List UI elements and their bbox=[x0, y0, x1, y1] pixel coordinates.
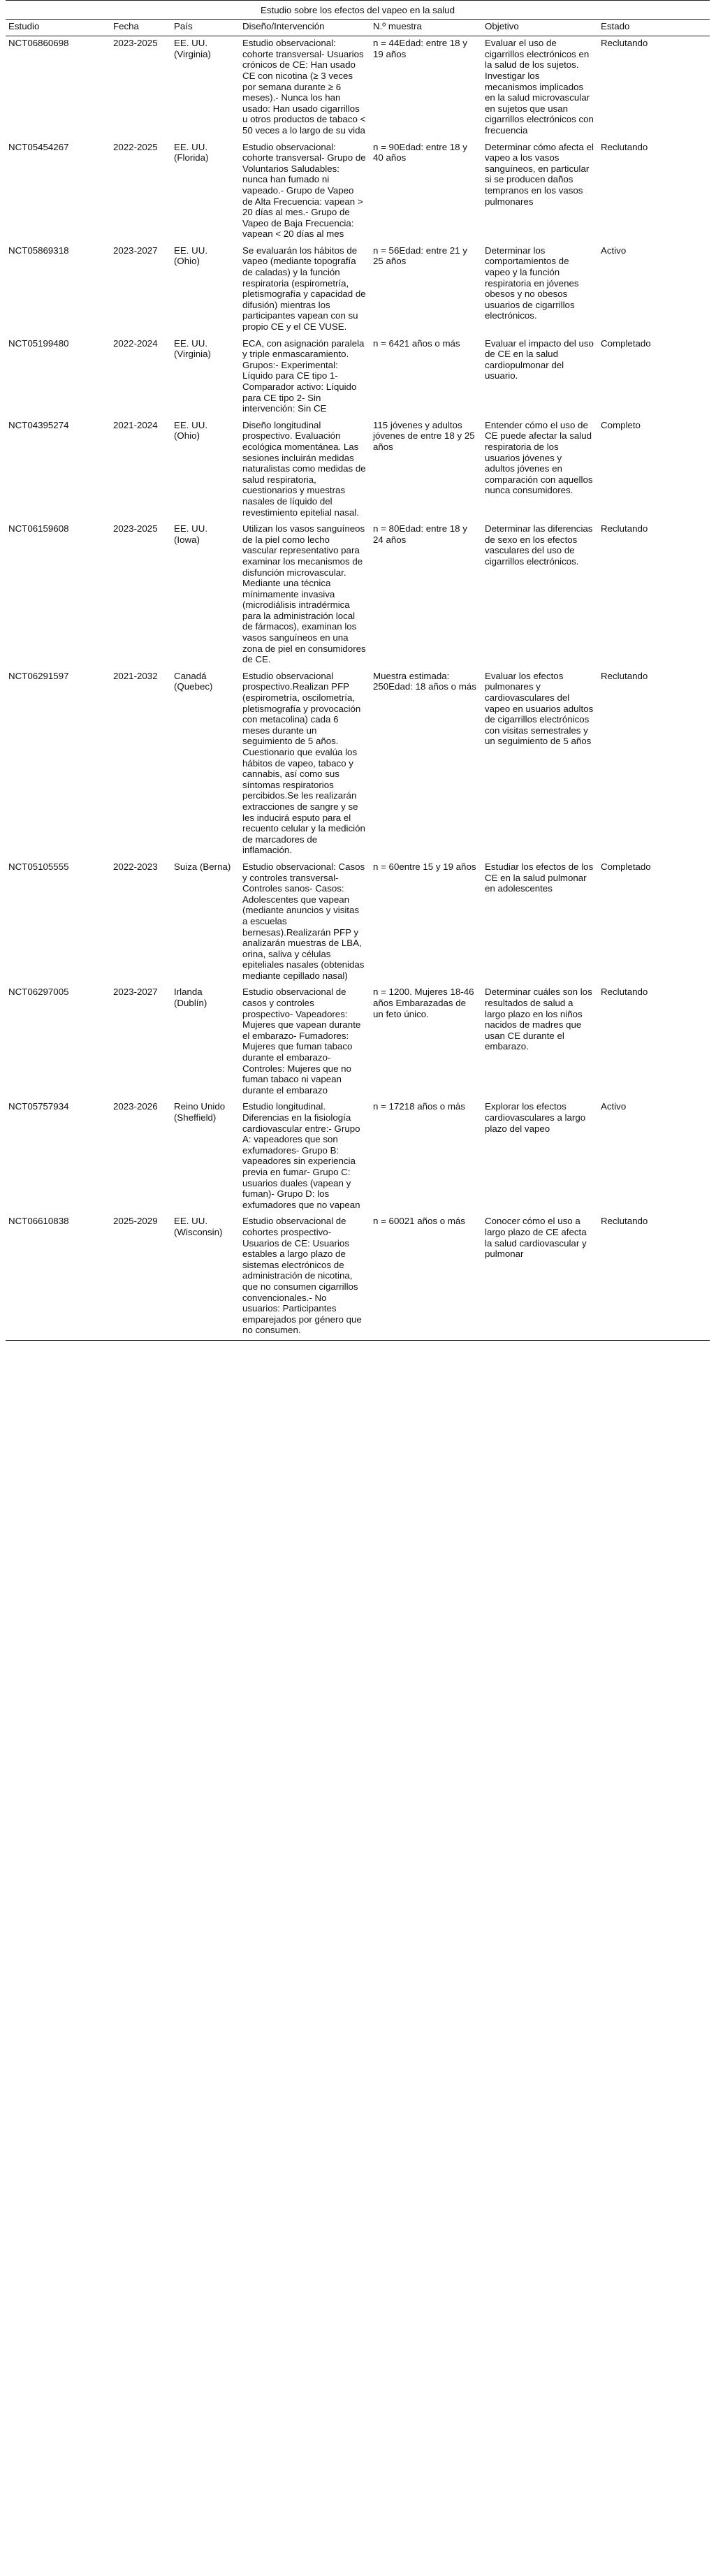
cell-diseno: Utilizan los vasos sanguíneos de la piel como lecho vascular representativo para examinar los mecanismos de disfunción microvascular. Mediante una técnica mínimamente invasiva (microdiálisis intradérmica para la administración local de fármacos), examinan los vasos sanguíneos en una zona de piel en consumidores de CE. bbox=[242, 523, 366, 665]
cell-estudio: NCT06297005 bbox=[8, 987, 69, 998]
cell-pais: Irlanda (Dublín) bbox=[174, 987, 207, 1009]
cell-estado: Reclutando bbox=[598, 1214, 710, 1340]
cell-fecha: 2023-2027 bbox=[113, 987, 158, 998]
cell-estado: Completado bbox=[601, 861, 651, 872]
cell-objetivo: Evaluar los efectos pulmonares y cardiovasculares del vapeo en usuarios adultos de cigarrillos electrónicos con visitas semestrales y un seguimiento de 5 años bbox=[485, 670, 594, 747]
cell-pais: Canadá (Quebec) bbox=[174, 670, 213, 692]
cell-fecha: 2025-2029 bbox=[110, 1214, 171, 1340]
cell-diseno: Estudio observacional: cohorte transversal- Grupo de Voluntarios Saludables: nunca han fumado ni vapeado.- Grupo de Vapeo de Alta Frecuencia: vapean > 20 días al mes.- Grupo de Vapeo de Baja Frecuencia: vapean < 20 días al mes bbox=[242, 141, 366, 240]
table-header bbox=[6, 20, 710, 36]
cell-fecha: 2021-2032 bbox=[113, 670, 158, 681]
cell-objetivo: Conocer cómo el uso a largo plazo de CE afecta la salud cardiovascular y pulmonar bbox=[482, 1214, 598, 1340]
cell-diseno: Estudio observacional de cohortes prospectivo- Usuarios de CE: Usuarios estables a largo plazo de sistemas electrónicos de administración de nicotina, que no consumen cigarrillos convencionales.- No usuarios: Participantes emparejados por género que no consumen. bbox=[240, 1214, 370, 1340]
cell-estudio: NCT06291597 bbox=[8, 670, 69, 681]
cell-pais: Reino Unido (Sheffield) bbox=[174, 1101, 226, 1123]
cell-diseno: Diseño longitudinal prospectivo. Evaluación ecológica momentánea. Las sesiones incluirán medidas naturalistas como medidas de salud respiratoria, cuestionarios y muestras nasales de líquido del revestimiento epitelial nasal. bbox=[242, 419, 366, 518]
cell-estado: Activo bbox=[601, 245, 627, 256]
cell-estado: Activo bbox=[601, 1101, 627, 1112]
cell-estudio: NCT05199480 bbox=[8, 337, 69, 349]
cell-diseno: Se evaluarán los hábitos de vapeo (mediante topografía de caladas) y la función respiratoria (espirometría, pletismografía y capacidad de difusión) mientras los participantes vapean con su propio CE y el CE VUSE. bbox=[242, 245, 366, 333]
cell-muestra: n = 56Edad: entre 21 y 25 años bbox=[373, 245, 467, 267]
cell-estado: Reclutando bbox=[601, 523, 648, 534]
cell-muestra: 115 jóvenes y adultos jóvenes de entre 18 y 25 años bbox=[373, 419, 475, 452]
cell-muestra: n = 90Edad: entre 18 y 40 años bbox=[373, 141, 467, 163]
cell-pais: EE. UU. (Ohio) bbox=[174, 245, 208, 267]
cell-objetivo: Evaluar el impacto del uso de CE en la salud cardiopulmonar del usuario. bbox=[485, 337, 594, 381]
cell-estado: Reclutando bbox=[601, 987, 648, 998]
cell-estado: Completo bbox=[601, 419, 641, 430]
cell-estado: Completado bbox=[601, 337, 651, 349]
cell-estudio: NCT04395274 bbox=[8, 419, 69, 430]
cell-fecha: 2023-2025 bbox=[113, 523, 158, 534]
cell-objetivo: Evaluar el uso de cigarrillos electrónicos en la salud de los sujetos. Investigar los mecanismos implicados en la salud microvascular en sujetos que usan cigarrillos electrónicos con frecuencia bbox=[485, 38, 594, 136]
cell-muestra: n = 80Edad: entre 18 y 24 años bbox=[373, 523, 467, 545]
table-row bbox=[6, 419, 710, 522]
cell-estudio: NCT05757934 bbox=[8, 1101, 69, 1112]
table-row bbox=[6, 522, 710, 669]
cell-objetivo: Determinar las diferencias de sexo en los efectos vasculares del uso de cigarrillos electrónicos. bbox=[485, 523, 593, 567]
cell-diseno: ECA, con asignación paralela y triple enmascaramiento. Grupos:- Experimental: Líquido para CE tipo 1- Comparador activo: Líquido para CE tipo 2- Sin intervención: Sin CE bbox=[242, 337, 365, 414]
table-row bbox=[6, 337, 710, 419]
cell-estudio: NCT06159608 bbox=[8, 523, 69, 534]
cell-estado: Reclutando bbox=[601, 38, 648, 49]
cell-muestra: n = 60entre 15 y 19 años bbox=[373, 861, 476, 872]
cell-fecha: 2021-2024 bbox=[113, 419, 158, 430]
header-diseno: Diseño/Intervención bbox=[240, 20, 370, 36]
cell-objetivo: Determinar los comportamientos de vapeo y la función respiratoria en jóvenes obesos y no obesos usuarios de cigarrillos electrónicos. bbox=[485, 245, 579, 321]
table-row bbox=[6, 140, 710, 244]
table-row bbox=[6, 985, 710, 1100]
cell-diseno: Estudio observacional prospectivo.Realizan PFP (espirometría, oscilometría, pletismografía y provocación con metacolina) cada 6 meses durante un seguimiento de 5 años. Cuestionario que evalúa los hábitos de vapeo, tabaco y cannabis, así como sus síntomas respiratorios percibidos.Se les realizarán extracciones de sangre y se les inducirá esputo para el recuento celular y la medición de marcadores de inflamación. bbox=[242, 670, 365, 856]
cell-fecha: 2023-2027 bbox=[113, 245, 158, 256]
cell-fecha: 2022-2024 bbox=[113, 337, 158, 349]
cell-fecha: 2023-2025 bbox=[113, 38, 158, 49]
cell-estudio: NCT06860698 bbox=[8, 38, 69, 49]
cell-fecha: 2022-2023 bbox=[113, 861, 158, 872]
header-muestra: N.º muestra bbox=[370, 20, 482, 36]
cell-muestra: n = 6421 años o más bbox=[373, 337, 460, 349]
cell-estudio: NCT06610838 bbox=[6, 1214, 110, 1340]
cell-pais: EE. UU. (Ohio) bbox=[174, 419, 208, 442]
cell-diseno: Estudio observacional: cohorte transversal- Usuarios crónicos de CE: Han usado CE con nicotina (≥ 3 veces por semana durante ≥ 6 meses).- Nunca los han usado: Han usado cigarrillos u otros productos de tabaco < 50 veces a lo largo de su vida bbox=[242, 38, 366, 136]
table-title: Estudio sobre los efectos del vapeo en la salud bbox=[6, 0, 710, 20]
cell-muestra: Muestra estimada: 250Edad: 18 años o más bbox=[373, 670, 476, 692]
header-pais: País bbox=[171, 20, 240, 36]
cell-fecha: 2023-2026 bbox=[113, 1101, 158, 1112]
cell-pais: Suiza (Berna) bbox=[174, 861, 231, 872]
table-body bbox=[6, 36, 710, 1341]
header-objetivo: Objetivo bbox=[482, 20, 598, 36]
header-fecha: Fecha bbox=[110, 20, 171, 36]
table-row bbox=[6, 244, 710, 337]
table-row bbox=[6, 36, 710, 140]
cell-estudio: NCT05105555 bbox=[8, 861, 69, 872]
cell-diseno: Estudio longitudinal. Diferencias en la fisiología cardiovascular entre:- Grupo A: vapeadores que son exfumadores- Grupo B: vapeadores sin experiencia previa en fumar- Grupo C: usuarios duales (vapean y fuman)- Grupo D: los exfumadores que no vapean bbox=[242, 1101, 360, 1210]
cell-muestra: n = 1200. Mujeres 18-46 años Embarazadas de un feto único. bbox=[373, 987, 474, 1019]
cell-estado: Reclutando bbox=[601, 141, 648, 152]
cell-fecha: 2022-2025 bbox=[113, 141, 158, 152]
header-estudio: Estudio bbox=[6, 20, 110, 36]
cell-diseno: Estudio observacional: Casos y controles transversal- Controles sanos- Casos: Adolescentes que vapean (mediante anuncios y visitas a escuelas bernesas).Realizarán PFP y analizarán muestras de LBA, orina, saliva y células epiteliales nasales (obtenidas mediante cepillado nasal) bbox=[242, 861, 365, 981]
cell-objetivo: Determinar cuáles son los resultados de salud a largo plazo en los niños nacidos de madres que usan CE durante el embarazo. bbox=[485, 987, 592, 1052]
header-row bbox=[6, 20, 710, 36]
table-row bbox=[6, 1214, 710, 1340]
cell-muestra: n = 44Edad: entre 18 y 19 años bbox=[373, 38, 467, 59]
cell-pais: EE. UU. (Iowa) bbox=[174, 523, 208, 545]
cell-objetivo: Explorar los efectos cardiovasculares a largo plazo del vapeo bbox=[485, 1101, 586, 1134]
cell-objetivo: Estudiar los efectos de los CE en la salud pulmonar en adolescentes bbox=[485, 861, 594, 894]
cell-muestra: n = 17218 años o más bbox=[373, 1101, 465, 1112]
table-row bbox=[6, 669, 710, 860]
cell-estudio: NCT05869318 bbox=[8, 245, 69, 256]
cell-objetivo: Determinar cómo afecta el vapeo a los vasos sanguíneos, en particular si se producen daños tempranos en los vasos pulmonares bbox=[485, 141, 594, 207]
cell-pais: EE. UU. (Virginia) bbox=[174, 337, 211, 360]
cell-muestra: n = 60021 años o más bbox=[370, 1214, 482, 1340]
cell-objetivo: Entender cómo el uso de CE puede afectar la salud respiratoria de los usuarios jóvenes y adultos jóvenes en comparación con aquellos nunca consumidores. bbox=[485, 419, 593, 496]
cell-estado: Reclutando bbox=[601, 670, 648, 681]
cell-pais: EE. UU. (Wisconsin) bbox=[171, 1214, 240, 1340]
header-estado: Estado bbox=[598, 20, 710, 36]
studies-table bbox=[6, 0, 710, 1341]
table-row bbox=[6, 860, 710, 986]
cell-pais: EE. UU. (Florida) bbox=[174, 141, 209, 163]
cell-estudio: NCT05454267 bbox=[8, 141, 69, 152]
table-row bbox=[6, 1100, 710, 1214]
cell-pais: EE. UU. (Virginia) bbox=[174, 38, 211, 59]
cell-diseno: Estudio observacional de casos y controles prospectivo- Vapeadores: Mujeres que vapean durante el embarazo- Fumadores: Mujeres que fuman tabaco durante el embarazo- Controles: Mujeres que no fuman tabaco ni vapean durante el embarazo bbox=[242, 987, 361, 1096]
